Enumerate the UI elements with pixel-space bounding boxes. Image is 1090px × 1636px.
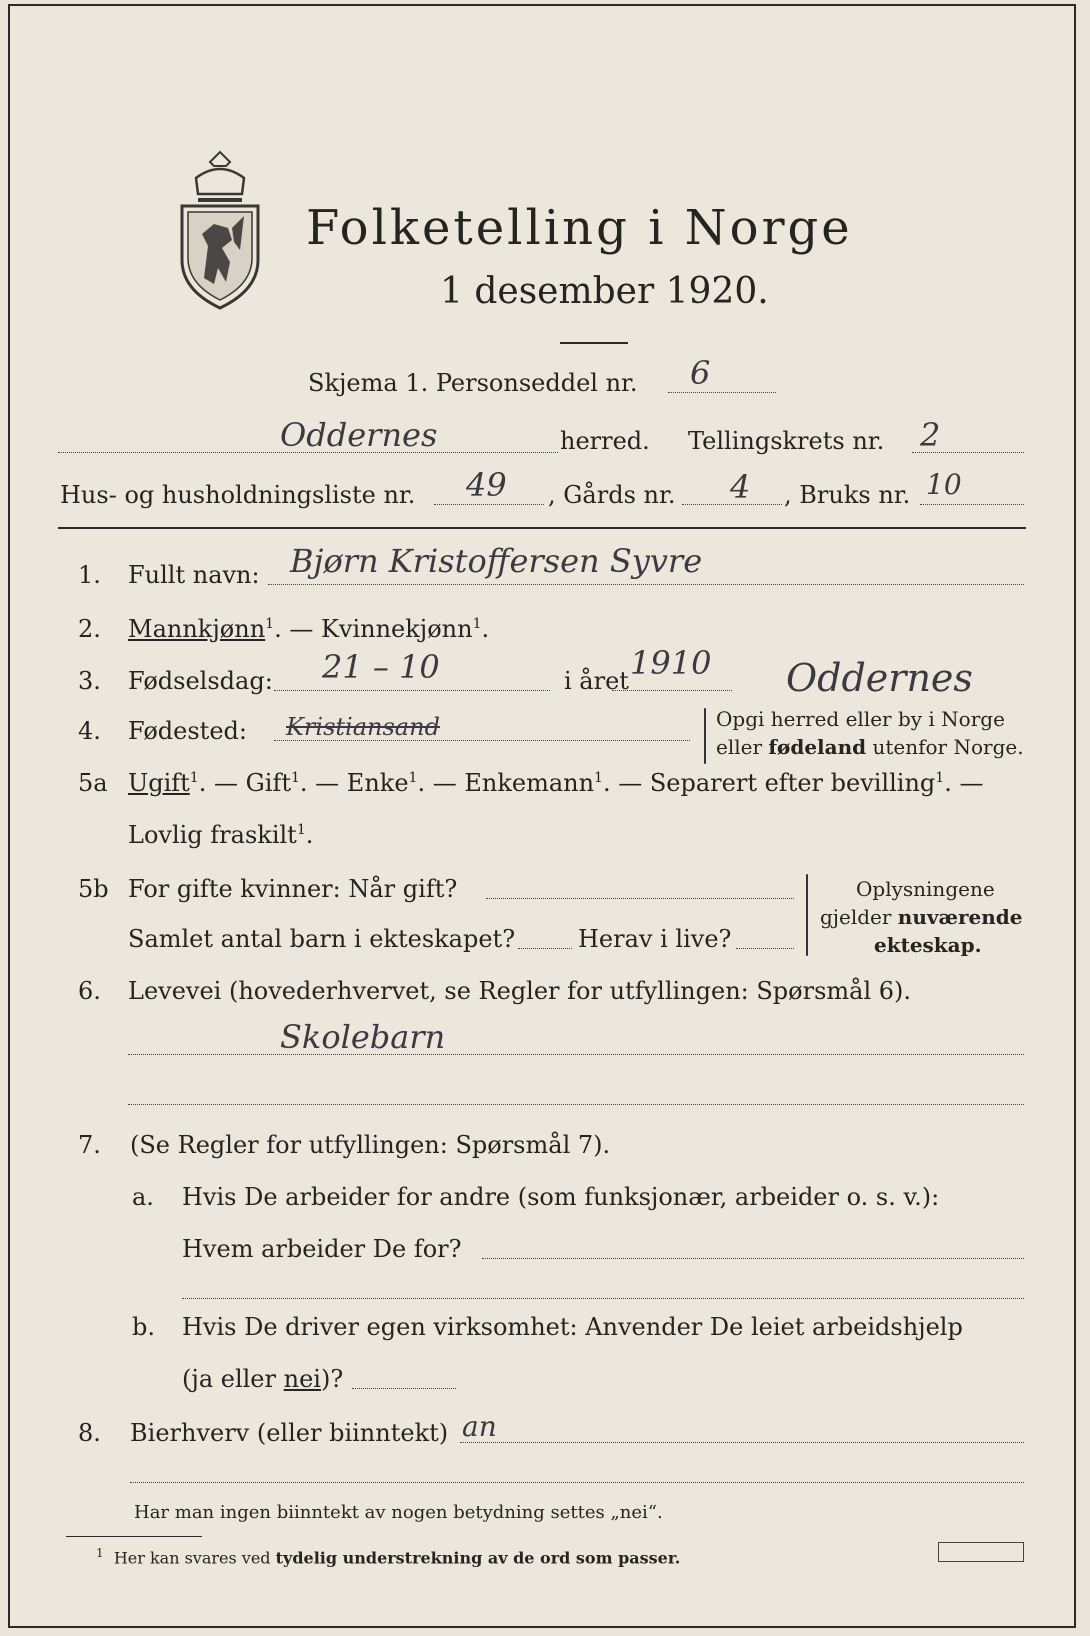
q7a-letter: a. [132,1183,154,1211]
q8-number: 8. [78,1419,101,1447]
personseddel-line [668,392,776,393]
footnote-text: Her kan svares ved [113,1548,276,1568]
q2-label: Mannkjønn$^1$. — Kvinnekjønn$^1$. [128,615,490,643]
antal-barn-line [518,948,572,949]
gards-value: 4 [730,468,751,506]
q5a-number: 5a [78,769,108,797]
note-bold: fødeland [768,735,867,759]
note-part: eller [716,735,769,759]
option-ja: ja [191,1365,214,1393]
q5a-options-line2: Lovlig fraskilt$^1$. [128,821,314,849]
hvem-arbeider-line2 [182,1298,1024,1299]
ekteskap-brace [806,874,808,956]
year-label: i året [564,667,629,695]
option-ugift: Ugift [128,769,190,797]
q1-label: Fullt navn: [128,561,260,589]
note-bold: nuværende [897,905,1023,929]
option-nei: nei [283,1365,321,1393]
option-gift: Gift [245,769,291,797]
bierhverv-value: an [462,1410,497,1443]
gards-label: , Gårds nr. [548,481,676,509]
q3-number: 3. [78,667,101,695]
fodested-struck-value: Kristiansand [286,713,440,741]
option-mannkjonn: Mannkjønn [128,615,266,643]
q7a-text: Hvis De arbeider for andre (som funksjonær, arbeider o. s. v.): [182,1183,940,1211]
fodselsdag-value: 21 – 10 [322,648,440,686]
fodested-handwritten-value: Oddernes [786,656,973,700]
footnote-mark: 1 [96,1546,104,1560]
tellingskrets-label: Tellingskrets nr. [688,427,885,455]
form-date: 1 desember 1920. [440,271,769,312]
q7b-letter: b. [132,1313,155,1341]
year-line [612,690,732,691]
q5b-number: 5b [78,875,109,903]
q5b-label1: For gifte kvinner: Når gift? [128,875,458,903]
form-title: Folketelling i Norge [306,200,853,256]
q5b-label2: Samlet antal barn i ekteskapet? [128,925,516,953]
q6-label: Levevei (hovederhvervet, se Regler for utfyllingen: Spørsmål 6). [128,977,912,1005]
footnote [96,1538,680,1573]
year-value: 1910 [630,644,712,682]
q5b-label3: Herav i live? [578,925,732,953]
levevei-line2 [128,1104,1024,1105]
personseddel-number: 6 [690,354,711,392]
printer-stamp [938,1542,1024,1562]
footer-note: Har man ingen biinntekt av nogen betydning settes „nei“. [134,1502,663,1523]
fodested-note-line1: Opgi herred eller by i Norge [716,707,1005,731]
bruks-value: 10 [926,468,962,501]
q7a-question: Hvem arbeider De for? [182,1235,462,1263]
arbeidshjelp-line [352,1388,456,1389]
bruks-line [920,504,1024,505]
title-divider [560,342,628,344]
q8-label: Bierhverv (eller biinntekt) [130,1419,449,1447]
tellingskrets-value: 2 [920,416,941,454]
q1-number: 1. [78,561,101,589]
naar-gift-line [486,898,794,899]
hvem-arbeider-line [482,1258,1024,1259]
q5a-options: Ugift$^1$. — Gift$^1$. — Enke$^1$. — Enkemann$^1$. — Separert efter bevilling$^1$. — [128,769,984,797]
fullt-navn-line [268,584,1024,585]
header-divider [58,527,1026,529]
ekteskap-note-line1: Oplysningene [856,877,995,901]
q7b-answer-options: (ja eller nei)? [182,1365,344,1393]
bierhverv-line [460,1442,1024,1443]
husliste-value: 49 [466,466,507,504]
fodested-note-line2 [716,734,1024,760]
levevei-value: Skolebarn [280,1018,446,1056]
footnote-bold: tydelig understrekning av de ord som passer. [275,1548,681,1568]
option-kvinnekjonn: Kvinnekjønn [320,615,473,643]
bruks-label: , Bruks nr. [784,481,911,509]
ekteskap-note-line2 [820,904,1023,930]
q7b-text: Hvis De driver egen virksomhet: Anvender De leiet arbeidshjelp [182,1313,963,1341]
herred-label: herred. [560,427,650,455]
fodselsdag-line [274,690,550,691]
levevei-line1 [128,1054,1024,1055]
option-enke: Enke [346,769,409,797]
note-part: utenfor Norge. [866,735,1024,759]
q4-number: 4. [78,717,101,745]
q7-label: (Se Regler for utfyllingen: Spørsmål 7). [130,1131,611,1159]
option-lovlig-fraskilt: Lovlig fraskilt [128,821,297,849]
bierhverv-line2 [130,1482,1024,1483]
ekteskap-note-line3: ekteskap. [874,933,982,957]
fodested-brace [704,708,706,764]
footnote-divider [66,1536,202,1537]
i-live-line [736,948,794,949]
option-enkemann: Enkemann [464,769,595,797]
husliste-line [434,504,544,505]
fullt-navn-value: Bjørn Kristoffersen Syvre [290,542,703,580]
note-part: gjelder [820,905,898,929]
q3-label: Fødselsdag: [128,667,273,695]
q7-number: 7. [78,1131,101,1159]
coat-of-arms-icon [174,150,266,310]
q2-number: 2. [78,615,101,643]
q4-label: Fødested: [128,717,247,745]
schema-label: Skjema 1. Personseddel nr. [308,369,638,397]
husholdningsliste-label: Hus- og husholdningsliste nr. [60,481,416,509]
herred-value: Oddernes [280,416,438,454]
q6-number: 6. [78,977,101,1005]
option-separert: Separert efter bevilling [649,769,936,797]
